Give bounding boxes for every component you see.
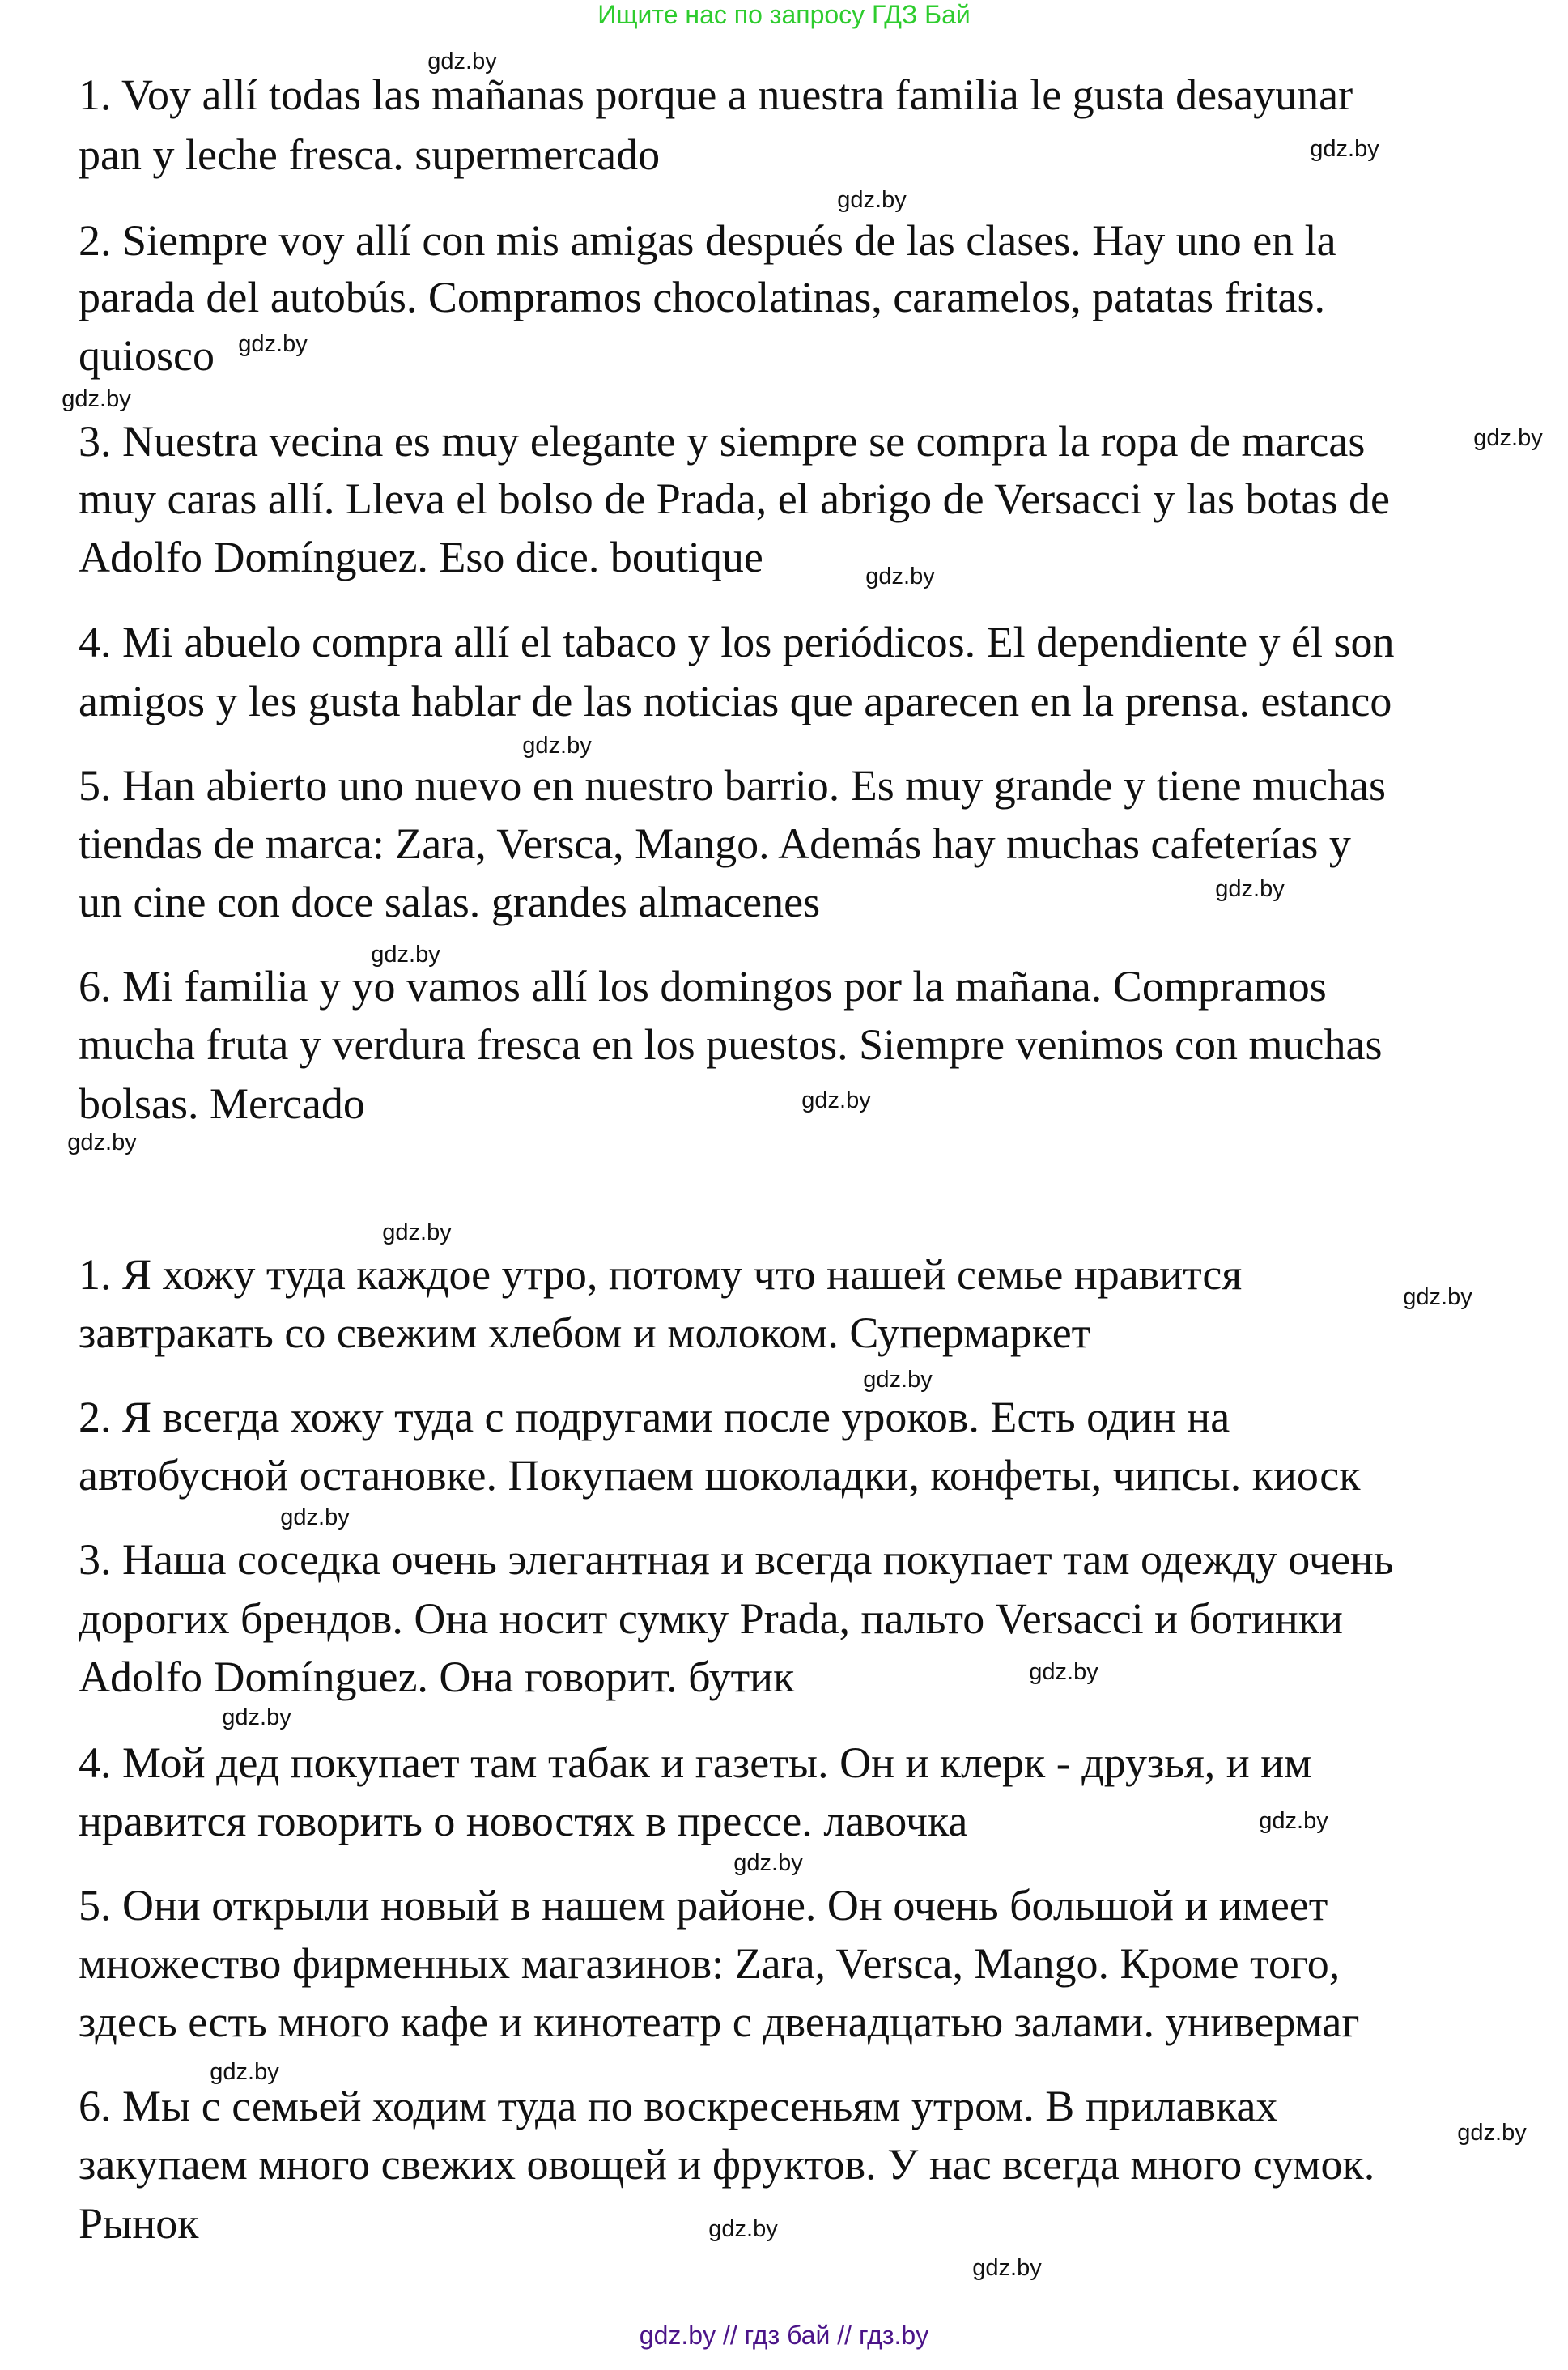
spanish-text-line: un cine con doce salas. grandes almacenes <box>79 878 821 926</box>
watermark: gdz.by <box>708 2216 778 2242</box>
spanish-text-line: 1. Voy allí todas las mañanas porque a nuestra familia le gusta desayunar <box>79 70 1353 119</box>
spanish-text-line: 2. Siempre voy allí con mis amigas después de las clases. Hay uno en la <box>79 216 1336 265</box>
spanish-text-line: pan y leche fresca. supermercado <box>79 130 661 179</box>
spanish-text-line: quiosco <box>79 331 215 380</box>
watermark: gdz.by <box>427 49 497 74</box>
watermark: gdz.by <box>1215 876 1285 902</box>
spanish-text-line: mucha fruta y verdura fresca en los puestos. Siempre venimos con muchas <box>79 1020 1383 1069</box>
russian-text-line: множество фирменных магазинов: Zara, Versca, Mango. Кроме того, <box>79 1939 1341 1988</box>
russian-text-line: закупаем много свежих овощей и фруктов. У нас всегда много сумок. <box>79 2140 1375 2189</box>
spanish-text-line: Adolfo Domínguez. Eso dice. boutique <box>79 533 763 581</box>
watermark: gdz.by <box>371 942 440 968</box>
watermark: gdz.by <box>1403 1284 1472 1310</box>
watermark: gdz.by <box>62 386 131 412</box>
russian-text-line: дорогих брендов. Она носит сумку Prada, пальто Versacci и ботинки <box>79 1594 1343 1643</box>
russian-text-line: автобусной остановке. Покупаем шоколадки, конфеты, чипсы. киоск <box>79 1451 1361 1500</box>
spanish-text-line: 3. Nuestra vecina es muy elegante y siempre se compra la ropa de marcas <box>79 417 1366 466</box>
watermark: gdz.by <box>1029 1659 1098 1685</box>
header-banner: Ищите нас по запросу ГДЗ Бай <box>597 0 971 29</box>
watermark: gdz.by <box>1473 425 1543 451</box>
spanish-text-line: amigos y les gusta hablar de las noticias que aparecen en la prensa. estanco <box>79 677 1392 725</box>
watermark: gdz.by <box>67 1130 137 1155</box>
spanish-text-line: tiendas de marca: Zara, Versca, Mango. Además hay muchas cafeterías y <box>79 819 1351 868</box>
spanish-text-line: 6. Mi familia y yo vamos allí los domingos por la mañana. Compramos <box>79 962 1327 1011</box>
russian-text-line: нравится говорить о новостях в прессе. лавочка <box>79 1797 968 1845</box>
russian-text-line: 4. Мой дед покупает там табак и газеты. Он и клерк - друзья, и им <box>79 1738 1312 1787</box>
watermark: gdz.by <box>972 2255 1042 2281</box>
watermark: gdz.by <box>1259 1808 1328 1834</box>
watermark: gdz.by <box>522 733 592 759</box>
watermark: gdz.by <box>733 1850 803 1876</box>
russian-text-line: Adolfo Domínguez. Она говорит. бутик <box>79 1653 795 1701</box>
spanish-text-line: bolsas. Mercado <box>79 1079 365 1128</box>
spanish-text-line: 4. Mi abuelo compra allí el tabaco y los periódicos. El dependiente y él son <box>79 618 1395 666</box>
watermark: gdz.by <box>865 564 935 589</box>
russian-text-line: 2. Я всегда хожу туда с подругами после уроков. Есть один на <box>79 1393 1230 1441</box>
footer-banner: gdz.by // гдз бай // гдз.by <box>639 2321 929 2350</box>
watermark: gdz.by <box>382 1219 452 1245</box>
russian-text-line: 1. Я хожу туда каждое утро, потому что нашей семье нравится <box>79 1250 1243 1299</box>
watermark: gdz.by <box>837 187 907 213</box>
russian-text-line: 3. Наша соседка очень элегантная и всегда покупает там одежду очень <box>79 1535 1394 1584</box>
spanish-text-line: muy caras allí. Lleva el bolso de Prada, el abrigo de Versacci y las botas de <box>79 474 1390 523</box>
watermark: gdz.by <box>801 1087 871 1113</box>
spanish-text-line: 5. Han abierto uno nuevo en nuestro barrio. Es muy grande y tiene muchas <box>79 761 1387 810</box>
russian-text-line: 5. Они открыли новый в нашем районе. Он очень большой и имеет <box>79 1881 1328 1930</box>
russian-text-line: здесь есть много кафе и кинотеатр с двенадцатью залами. универмаг <box>79 1998 1360 2046</box>
watermark: gdz.by <box>1310 136 1379 162</box>
russian-text-line: завтракать со свежим хлебом и молоком. Супермаркет <box>79 1308 1091 1357</box>
watermark: gdz.by <box>210 2059 279 2085</box>
watermark: gdz.by <box>280 1504 350 1530</box>
watermark: gdz.by <box>863 1367 933 1393</box>
spanish-text-line: parada del autobús. Compramos chocolatinas, caramelos, patatas fritas. <box>79 273 1325 321</box>
watermark: gdz.by <box>1457 2120 1527 2146</box>
watermark: gdz.by <box>222 1704 291 1730</box>
watermark: gdz.by <box>238 331 308 357</box>
russian-text-line: 6. Мы с семьей ходим туда по воскресеньям утром. В прилавках <box>79 2082 1278 2130</box>
russian-text-line: Рынок <box>79 2199 199 2248</box>
